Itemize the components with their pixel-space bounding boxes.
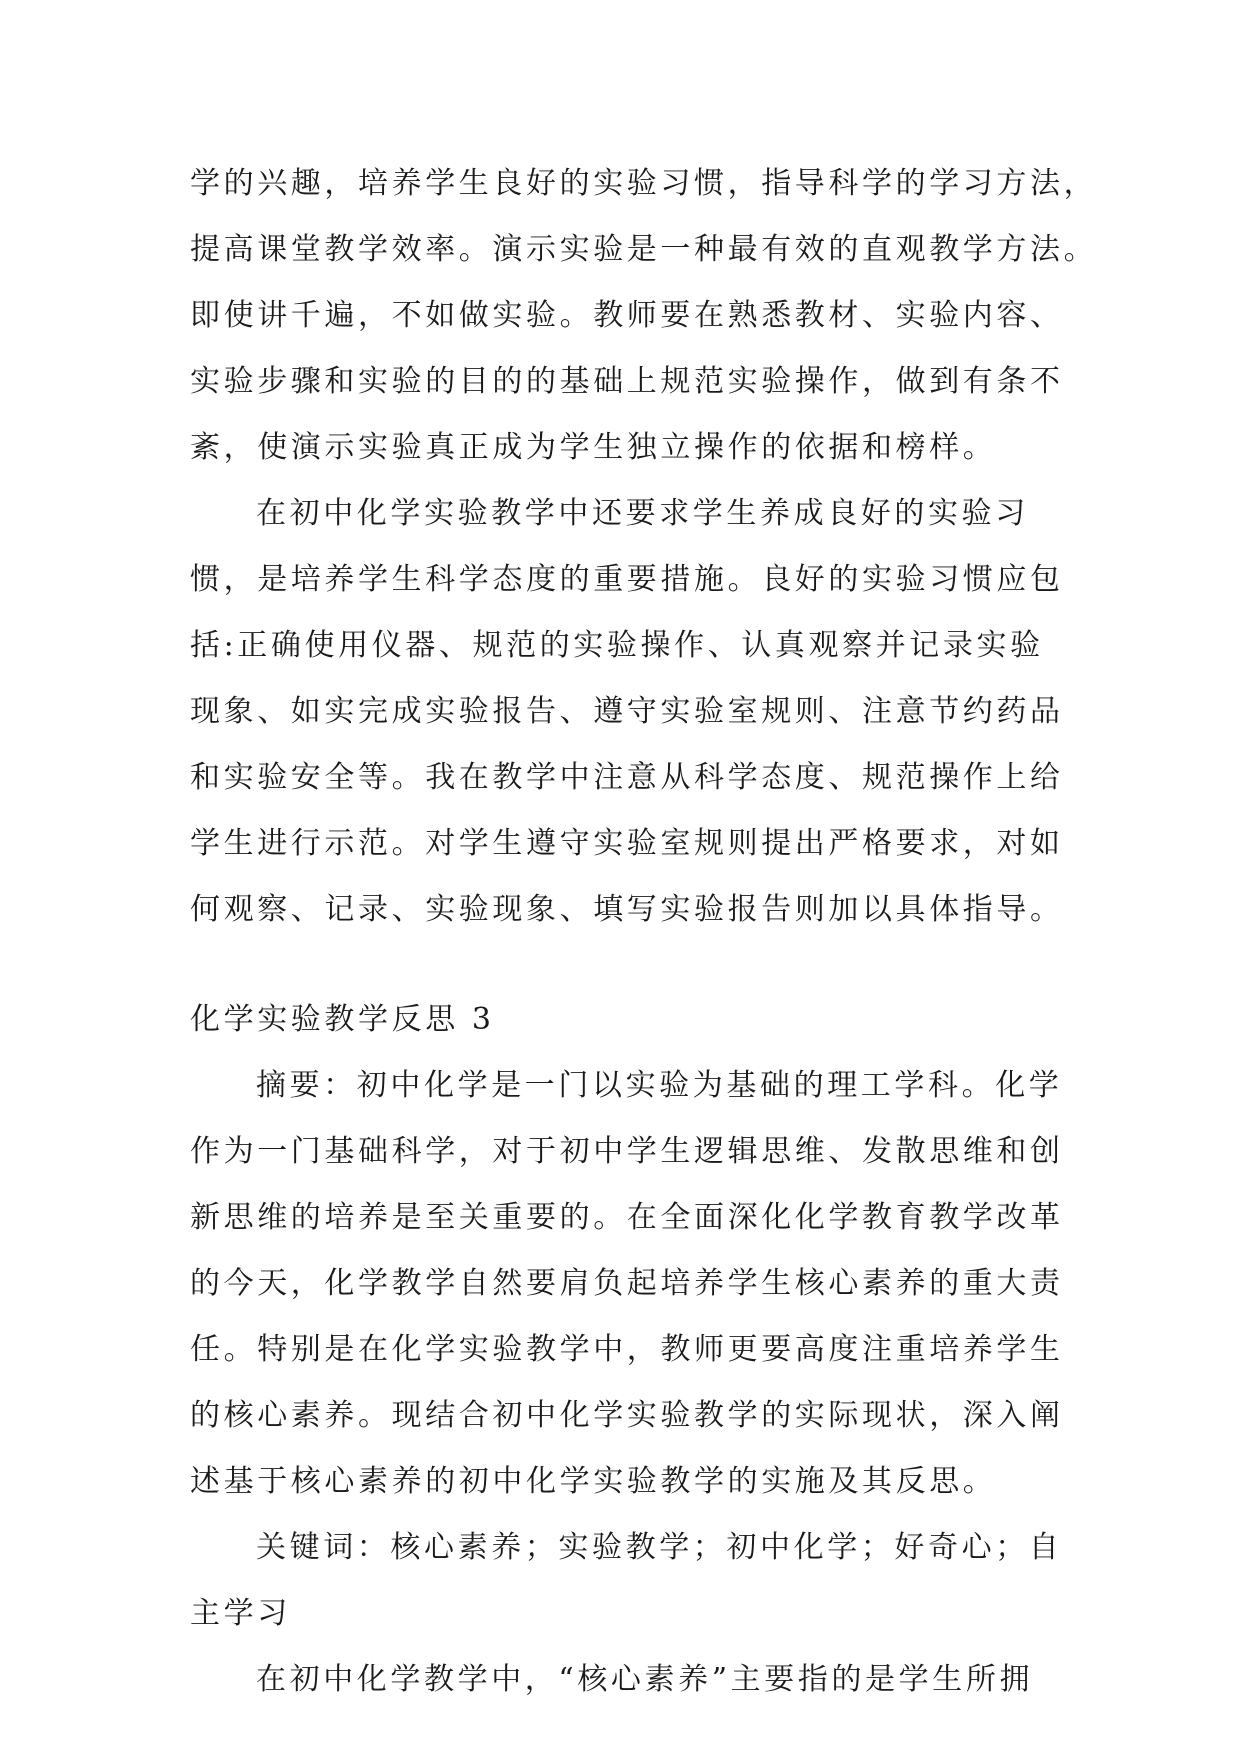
paragraph-line: 的今天，化学教学自然要肩负起培养学生核心素养的重大责 [190, 1266, 1064, 1301]
paragraph-line: 和实验安全等。我在教学中注意从科学态度、规范操作上给 [190, 760, 1064, 795]
paragraph-line: 的核心素养。现结合初中化学实验教学的实际现状，深入阐 [190, 1398, 1064, 1433]
paragraph-line: 摘要：初中化学是一门以实验为基础的理工学科。化学 [256, 1068, 1063, 1103]
paragraph-line: 述基于核心素养的初中化学实验教学的实施及其反思。 [190, 1464, 997, 1499]
paragraph-line: 学的兴趣，培养学生良好的实验习惯，指导科学的学习方法， [190, 166, 1098, 201]
section-heading: 化学实验教学反思 3 [190, 1002, 495, 1037]
paragraph-line: 在初中化学教学中，“核心素养”主要指的是学生所拥 [256, 1662, 1034, 1697]
paragraph-line: 提高课堂教学效率。演示实验是一种最有效的直观教学方法。 [190, 232, 1098, 267]
paragraph-line: 紊，使演示实验真正成为学生独立操作的依据和榜样。 [190, 430, 997, 465]
paragraph-line: 惯，是培养学生科学态度的重要措施。良好的实验习惯应包 [190, 562, 1064, 597]
paragraph-line: 即使讲千遍，不如做实验。教师要在熟悉教材、实验内容、 [190, 298, 1064, 333]
paragraph-line: 实验步骤和实验的目的的基础上规范实验操作，做到有条不 [190, 364, 1064, 399]
paragraph-line: 新思维的培养是至关重要的。在全面深化化学教育教学改革 [190, 1200, 1064, 1235]
paragraph-line: 在初中化学实验教学中还要求学生养成良好的实验习 [256, 496, 1029, 531]
paragraph-line: 何观察、记录、实验现象、填写实验报告则加以具体指导。 [190, 892, 1064, 927]
keywords-line: 关键词：核心素养；实验教学；初中化学；好奇心；自 [256, 1530, 1063, 1565]
paragraph-line: 作为一门基础科学，对于初中学生逻辑思维、发散思维和创 [190, 1134, 1064, 1169]
paragraph-line: 现象、如实完成实验报告、遵守实验室规则、注意节约药品 [190, 694, 1064, 729]
paragraph-line: 任。特别是在化学实验教学中，教师更要高度注重培养学生 [190, 1332, 1064, 1367]
paragraph-line: 学生进行示范。对学生遵守实验室规则提出严格要求，对如 [190, 826, 1064, 861]
keywords-line: 主学习 [190, 1596, 291, 1631]
paragraph-line: 括:正确使用仪器、规范的实验操作、认真观察并记录实验 [190, 628, 1044, 663]
